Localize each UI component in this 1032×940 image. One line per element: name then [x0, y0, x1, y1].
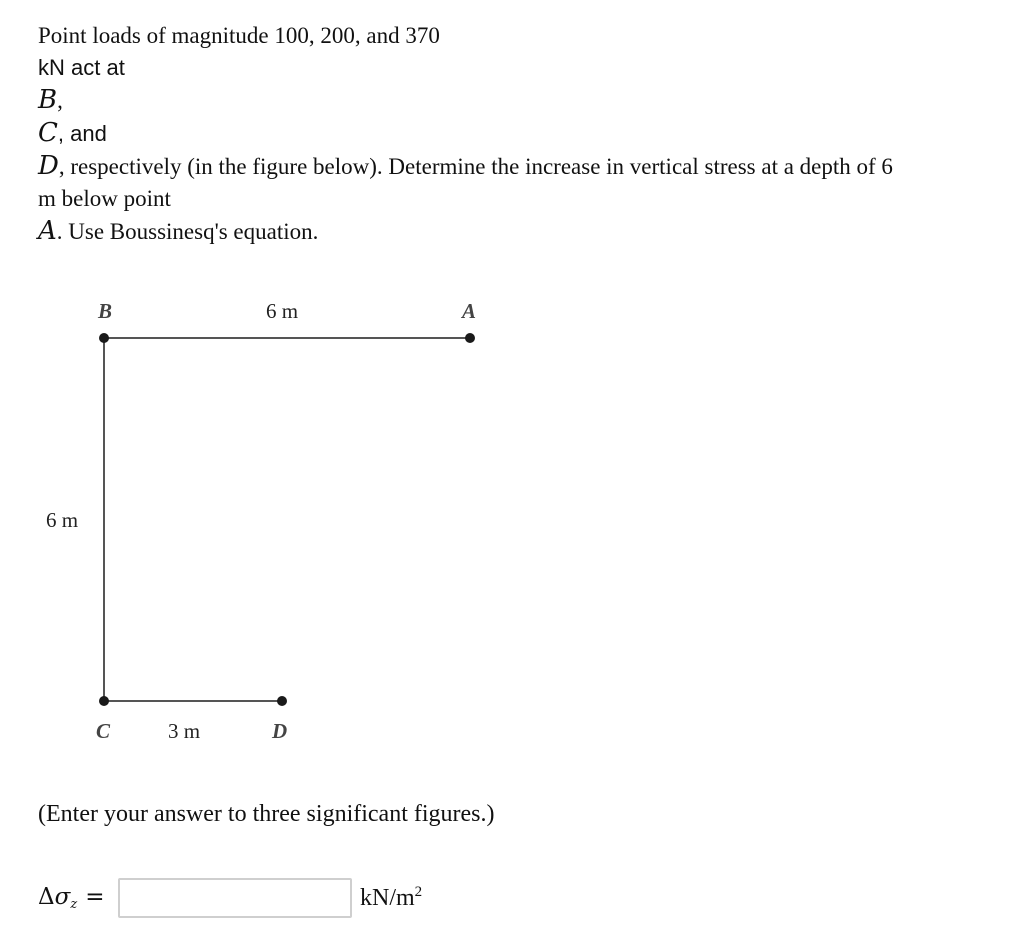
unit-exponent: 2	[414, 884, 423, 900]
label-c: C	[96, 719, 111, 743]
label-d: D	[272, 719, 288, 743]
answer-unit	[360, 884, 422, 912]
problem-line-6: m below point	[38, 186, 171, 211]
dimension-top: 6 m	[266, 299, 299, 323]
point-c	[99, 696, 109, 706]
problem-statement	[38, 20, 1018, 248]
subscript-z: z	[70, 897, 78, 912]
point-b	[99, 333, 109, 343]
problem-line-7	[38, 215, 1018, 248]
equals-sign: =	[85, 884, 105, 910]
variable-d: D	[38, 151, 59, 181]
dimension-bottom: 3 m	[168, 719, 201, 743]
problem-line-2: kN act at	[38, 55, 125, 80]
label-a: A	[462, 299, 477, 323]
variable-a: A	[38, 216, 57, 246]
sigma-glyph: σ	[54, 884, 71, 910]
unit-base: kN/m	[360, 885, 415, 911]
answer-row	[38, 876, 638, 922]
problem-line-7-suffix: . Use Boussinesq's equation.	[56, 219, 319, 244]
answer-instruction: (Enter your answer to three significant figures.)	[38, 801, 495, 827]
problem-line-4-suffix: , and	[57, 121, 107, 146]
point-d	[277, 696, 287, 706]
load-layout-figure	[0, 285, 560, 765]
label-b: B	[98, 299, 113, 323]
problem-line-5-suffix: , respectively (in the figure below). Determine the increase in vertical stress at a depth of 6	[58, 154, 893, 179]
problem-line-4	[38, 117, 1018, 150]
variable-b: B	[38, 85, 58, 115]
problem-line-3-suffix: ,	[57, 88, 63, 113]
point-a	[465, 333, 475, 343]
delta-glyph: Δ	[38, 884, 55, 910]
variable-c: C	[38, 118, 58, 148]
problem-line-1: Point loads of magnitude 100, 200, and 370	[38, 23, 440, 48]
problem-line-3	[38, 84, 1018, 117]
answer-input[interactable]	[118, 878, 352, 918]
problem-line-5	[38, 150, 1018, 183]
delta-sigma-symbol	[38, 884, 104, 912]
dimension-left: 6 m	[46, 508, 79, 532]
